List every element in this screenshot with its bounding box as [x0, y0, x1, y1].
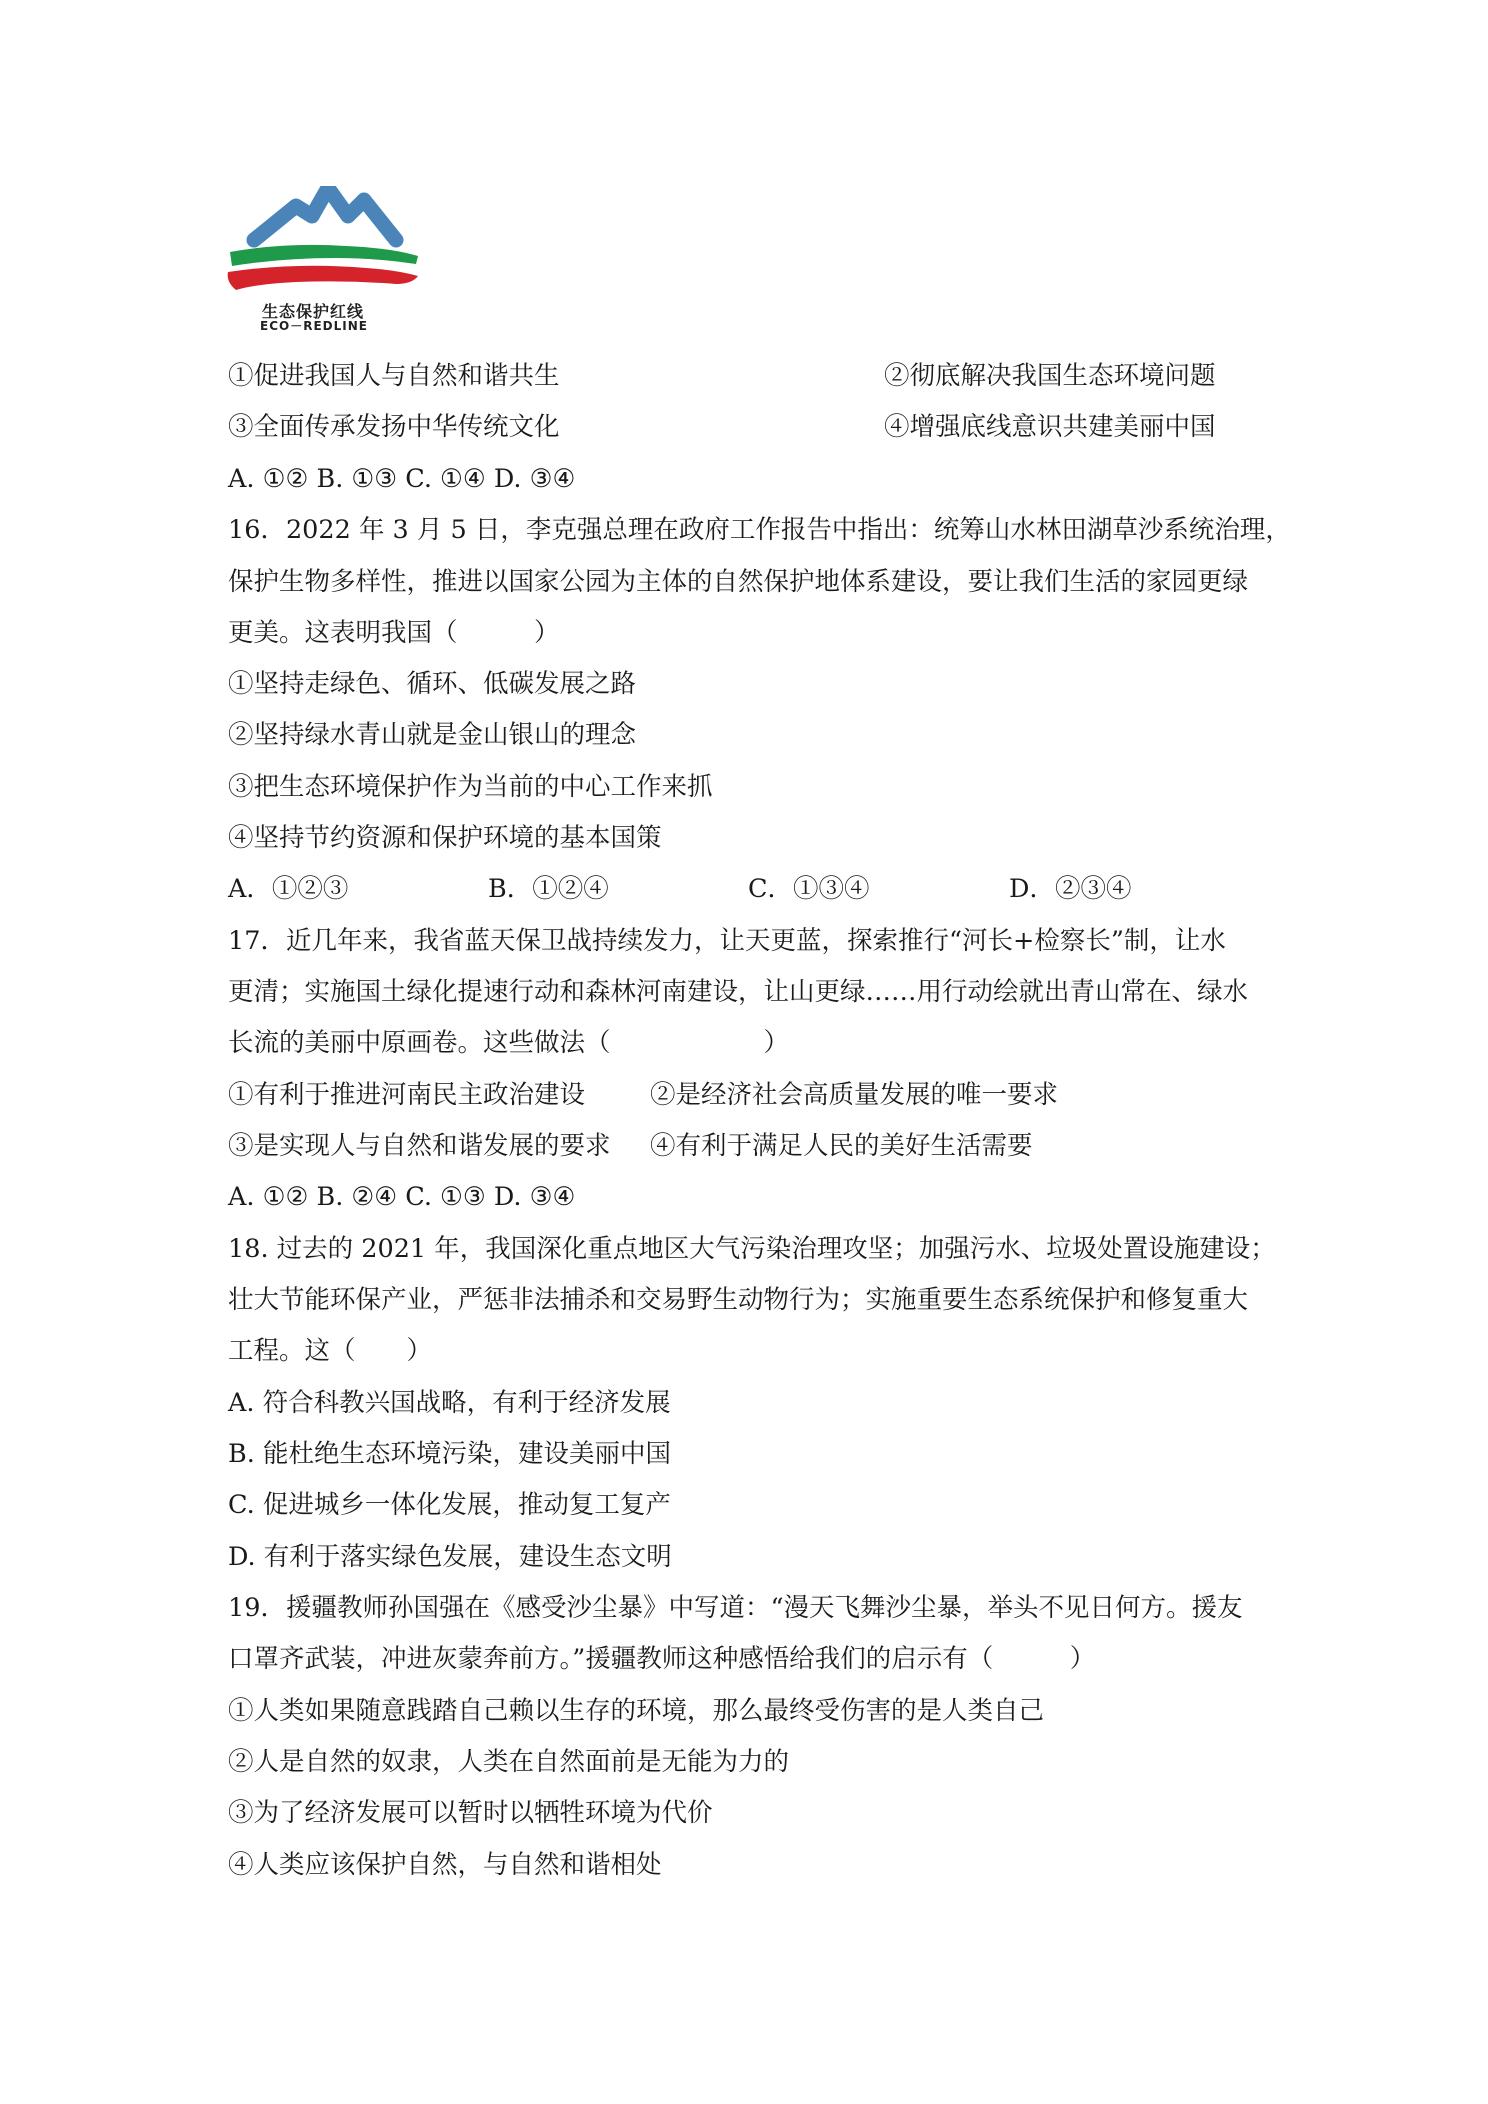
eco-redline-logo	[226, 186, 426, 336]
q15-option-1: ①促进我国人与自然和谐共生	[228, 361, 560, 391]
q18-option-c: C. 促进城乡一体化发展，推动复工复产	[228, 1490, 671, 1520]
q17-answers: A. ①② B. ②④ C. ①③ D. ③④	[228, 1182, 576, 1212]
eco-redline-logo-icon	[226, 186, 426, 298]
q16-option-2: ②坚持绿水青山就是金山银山的理念	[228, 720, 637, 750]
q18-stem-line-1: 18. 过去的 2021 年，我国深化重点地区大气污染治理攻坚；加强污水、垃圾处置设施建设；	[228, 1234, 1276, 1264]
q19-option-3: ③为了经济发展可以暂时以牺牲环境为代价	[228, 1798, 713, 1828]
q16-option-3: ③把生态环境保护作为当前的中心工作来抓	[228, 772, 713, 802]
q17-stem-line-3: 长流的美丽中原画卷。这些做法（ ）	[228, 1028, 790, 1058]
q19-option-1: ①人类如果随意践踏自己赖以生存的环境，那么最终受伤害的是人类自己	[228, 1696, 1045, 1726]
q17-option-2: ②是经济社会高质量发展的唯一要求	[650, 1080, 1059, 1110]
q17-option-1: ①有利于推进河南民主政治建设	[228, 1080, 586, 1110]
q18-option-d: D. 有利于落实绿色发展，建设生态文明	[228, 1542, 672, 1572]
logo-text-cn: 生态保护红线	[262, 302, 365, 321]
q19-stem-line-2: 口罩齐武装，冲进灰蒙奔前方。”援疆教师这种感悟给我们的启示有（ ）	[228, 1644, 1096, 1674]
q17-option-4: ④有利于满足人民的美好生活需要	[650, 1131, 1033, 1161]
q16-answer-c: C．①③④	[748, 874, 870, 904]
q19-option-2: ②人是自然的奴隶，人类在自然面前是无能为力的	[228, 1747, 790, 1777]
logo-text-en: ECO－REDLINE	[260, 319, 368, 333]
q19-stem-line-1: 19．援疆教师孙国强在《感受沙尘暴》中写道：“漫天飞舞沙尘暴，举头不见日何方。援友	[228, 1593, 1243, 1623]
q15-option-4: ④增强底线意识共建美丽中国	[884, 412, 1216, 442]
q16-stem-line-3: 更美。这表明我国（ ）	[228, 618, 560, 648]
q16-option-4: ④坚持节约资源和保护环境的基本国策	[228, 823, 662, 853]
q17-stem-line-1: 17．近几年来，我省蓝天保卫战持续发力，让天更蓝，探索推行“河长+检察长”制，让水	[228, 926, 1226, 956]
q16-answer-d: D．②③④	[1009, 874, 1132, 904]
q17-option-3: ③是实现人与自然和谐发展的要求	[228, 1131, 611, 1161]
q18-stem-line-3: 工程。这（ ）	[228, 1336, 433, 1366]
q17-stem-line-2: 更清；实施国土绿化提速行动和森林河南建设，让山更绿……用行动绘就出青山常在、绿水	[228, 977, 1249, 1007]
q16-option-1: ①坚持走绿色、循环、低碳发展之路	[228, 669, 637, 699]
q16-stem-line-1: 16．2022 年 3 月 5 日，李克强总理在政府工作报告中指出：统筹山水林田湖草沙系统治理，	[228, 515, 1291, 545]
q16-answer-b: B．①②④	[488, 874, 609, 904]
q18-option-a: A. 符合科教兴国战略，有利于经济发展	[228, 1388, 671, 1418]
q16-stem-line-2: 保护生物多样性，推进以国家公园为主体的自然保护地体系建设，要让我们生活的家园更绿	[228, 567, 1249, 597]
q19-option-4: ④人类应该保护自然，与自然和谐相处	[228, 1850, 662, 1880]
q15-option-3: ③全面传承发扬中华传统文化	[228, 412, 560, 442]
q15-option-2: ②彻底解决我国生态环境问题	[884, 361, 1216, 391]
q15-answers: A. ①② B. ①③ C. ①④ D. ③④	[228, 464, 576, 494]
q16-answer-a: A．①②③	[228, 874, 349, 904]
q18-option-b: B. 能杜绝生态环境污染，建设美丽中国	[228, 1439, 671, 1469]
q18-stem-line-2: 壮大节能环保产业，严惩非法捕杀和交易野生动物行为；实施重要生态系统保护和修复重大	[228, 1285, 1249, 1315]
